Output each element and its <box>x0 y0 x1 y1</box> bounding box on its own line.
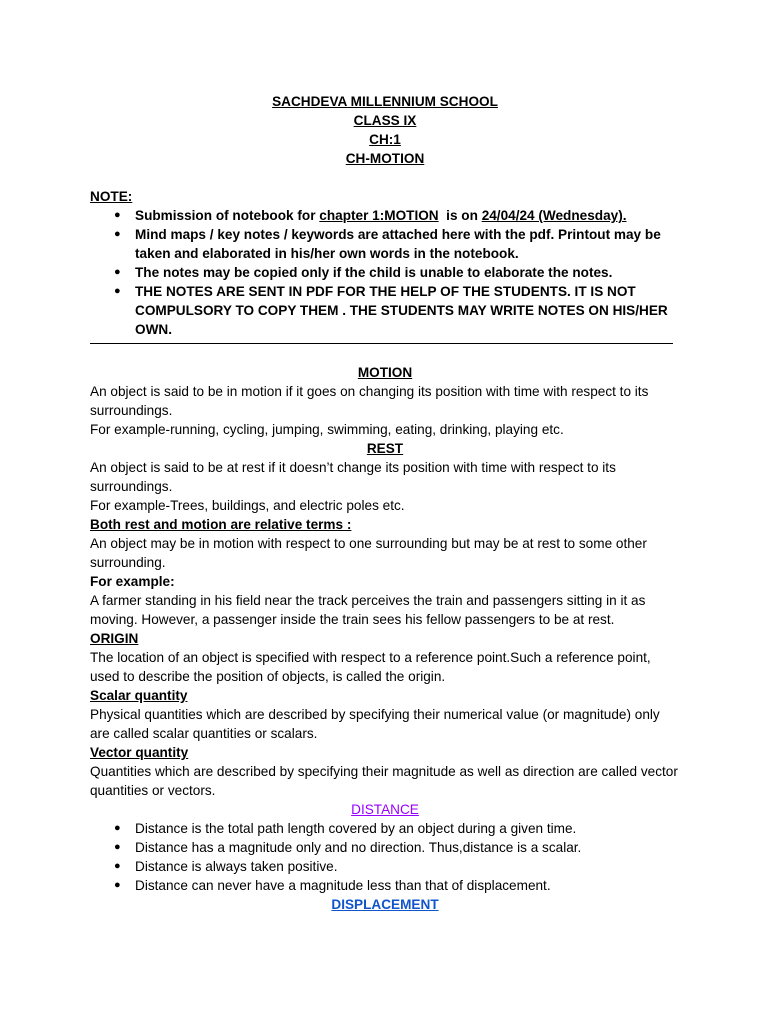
distance-item <box>90 838 680 857</box>
vector-heading: Vector quantity <box>90 745 189 760</box>
origin-text: The location of an object is specified with respect to a reference point.Such a reference point, used to describe the position of objects, is called the origin. <box>90 650 651 684</box>
document-content <box>90 92 680 914</box>
relative-example: A farmer standing in his field near the track perceives the train and passengers sitting in it as moving. However, a passenger inside the train sees his fellow passengers to be at rest. <box>90 593 646 627</box>
chapter-link-text: chapter 1:MOTION <box>319 208 439 223</box>
bullet-icon: ● <box>114 879 121 891</box>
rest-example: For example-Trees, buildings, and electric poles etc. <box>90 498 405 513</box>
distance-text: Distance can never have a magnitude less than that of displacement. <box>135 878 551 893</box>
vector-text: Quantities which are described by specifying their magnitude as well as direction are called vector quantities or vectors. <box>90 764 678 798</box>
note-heading: NOTE: <box>90 189 133 204</box>
relative-heading: Both rest and motion are relative terms : <box>90 517 352 532</box>
bullet-icon: ● <box>114 285 121 297</box>
bullet-icon: ● <box>114 841 121 853</box>
note-item-pdf <box>90 282 680 339</box>
distance-item <box>90 876 680 895</box>
distance-heading: DISTANCE <box>351 802 419 817</box>
motion-example: For example-running, cycling, jumping, swimming, eating, drinking, playing etc. <box>90 422 564 437</box>
spacer <box>90 168 680 187</box>
distance-item <box>90 857 680 876</box>
motion-definition: An object is said to be in motion if it goes on changing its position with time with respect to its surroundings. <box>90 384 649 418</box>
note-item-mindmaps <box>90 225 680 263</box>
class-label: CLASS IX <box>353 113 417 128</box>
school-name: SACHDEVA MILLENNIUM SCHOOL <box>272 94 498 109</box>
note-text: Mind maps / key notes / keywords are attached here with the pdf. Printout may be taken and elaborated in his/her own words in the notebook. <box>135 227 661 261</box>
chapter-title: CH-MOTION <box>345 151 425 166</box>
bullet-icon: ● <box>114 860 121 872</box>
note-list <box>90 206 680 339</box>
motion-heading: MOTION <box>357 365 413 380</box>
note-item-submission <box>90 206 680 225</box>
rest-definition: An object is said to be at rest if it doesn’t change its position with time with respect to its surroundings. <box>90 460 616 494</box>
distance-item <box>90 819 680 838</box>
note-text: The notes may be copied only if the child is unable to elaborate the notes. <box>135 265 613 280</box>
example-heading: For example: <box>90 574 175 589</box>
relative-text: An object may be in motion with respect to one surrounding but may be at rest to some other surrounding. <box>90 536 647 570</box>
scalar-text: Physical quantities which are described by specifying their numerical value (or magnitude) only are called scalar quantities or scalars. <box>90 707 660 741</box>
scalar-heading: Scalar quantity <box>90 688 188 703</box>
bullet-icon: ● <box>114 228 121 240</box>
note-text: is on <box>438 208 482 223</box>
bullet-icon: ● <box>114 209 121 221</box>
origin-heading: ORIGIN <box>90 631 139 646</box>
note-text: Submission of notebook for <box>135 208 320 223</box>
bullet-icon: ● <box>114 266 121 278</box>
due-date: 24/04/24 (Wednesday). <box>481 208 627 223</box>
spacer <box>90 344 680 363</box>
distance-text: Distance is always taken positive. <box>135 859 338 874</box>
rest-heading: REST <box>366 441 404 456</box>
note-item-copy <box>90 263 680 282</box>
distance-text: Distance has a magnitude only and no direction. Thus,distance is a scalar. <box>135 840 582 855</box>
distance-text: Distance is the total path length covered by an object during a given time. <box>135 821 577 836</box>
distance-list <box>90 819 680 895</box>
note-text: THE NOTES ARE SENT IN PDF FOR THE HELP OF THE STUDENTS. IT IS NOT COMPULSORY TO COPY THEM . THE STUDENTS MAY WRITE NOTES ON HIS/HER OWN. <box>135 284 668 337</box>
bullet-icon: ● <box>114 822 121 834</box>
chapter-label: CH:1 <box>369 132 401 147</box>
displacement-heading: DISPLACEMENT <box>331 897 439 912</box>
